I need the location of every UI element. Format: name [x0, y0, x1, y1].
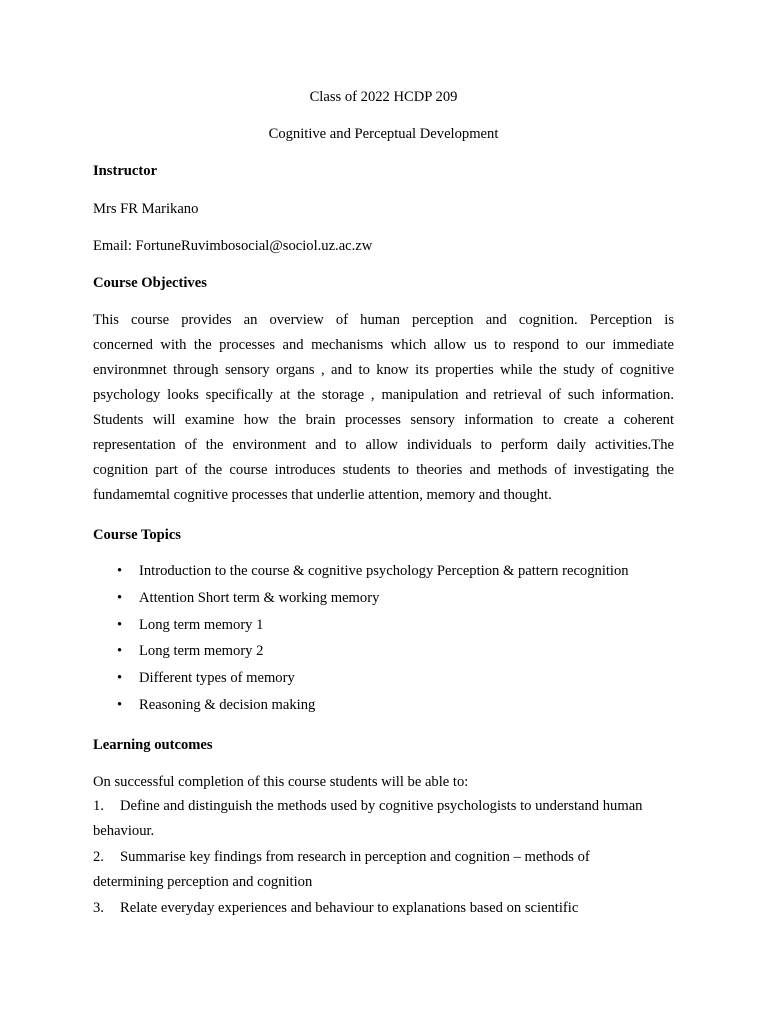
- outcome-text: Summarise key findings from research in perception and cognition – methods of: [120, 849, 590, 865]
- list-item: [93, 616, 693, 643]
- topic-text: Long term memory 1: [139, 616, 264, 633]
- topics-heading: Course Topics: [93, 527, 181, 543]
- paragraph-line: This course provides an overview of human perception and cognition. Perception is: [93, 312, 674, 328]
- outcome-item-2: [93, 845, 693, 895]
- document-title: Class of 2022 HCDP 209: [309, 89, 458, 105]
- topic-text: Reasoning & decision making: [139, 696, 316, 713]
- topic-text: Introduction to the course & cognitive psychology Perception & pattern recognition: [139, 563, 629, 579]
- outcome-text: Define and distinguish the methods used by cognitive psychologists to understand human: [120, 798, 643, 814]
- paragraph-line: fundamemtal cognitive processes that underlie attention, memory and thought.: [93, 487, 552, 503]
- outcomes-intro: On successful completion of this course students will be able to:: [93, 774, 469, 790]
- paragraph-line: cognition part of the course introduces students to theories and methods of investigating the: [93, 462, 674, 478]
- objectives-heading: Course Objectives: [93, 275, 207, 291]
- bullet-icon: •: [117, 670, 123, 687]
- list-item: [93, 669, 693, 696]
- list-item: [93, 589, 693, 616]
- bullet-icon: •: [117, 563, 123, 579]
- list-item: [93, 562, 693, 589]
- list-item: [93, 696, 693, 723]
- bullet-icon: •: [117, 696, 123, 713]
- topic-text: Long term memory 2: [139, 643, 264, 660]
- objectives-paragraph: [93, 308, 674, 508]
- outcome-text-continued: determining perception and cognition: [93, 874, 313, 890]
- bullet-icon: •: [117, 643, 123, 660]
- outcome-number: 2.: [93, 849, 104, 865]
- bullet-icon: •: [117, 589, 123, 606]
- paragraph-line: environmnet through sensory organs , and to know its properties while the study of cognitive: [93, 362, 674, 378]
- outcome-text: Relate everyday experiences and behaviour to explanations based on scientific: [120, 900, 579, 916]
- paragraph-line: representation of the environment and to allow individuals to perform daily activities.The: [93, 437, 674, 453]
- outcome-item-3: [93, 896, 693, 921]
- topic-text: Different types of memory: [139, 670, 295, 687]
- outcome-item-1: [93, 794, 693, 844]
- instructor-email: Email: FortuneRuvimbosocial@sociol.uz.ac.zw: [93, 238, 373, 254]
- paragraph-line: concerned with the processes and mechanisms which allow us to respond to our immediate: [93, 337, 674, 353]
- instructor-heading: Instructor: [93, 163, 158, 179]
- paragraph-line: psychology looks specifically at the storage , manipulation and retrieval of such information.: [93, 387, 674, 403]
- list-item: [93, 642, 693, 669]
- outcome-number: 3.: [93, 900, 104, 916]
- topics-list: [93, 562, 693, 723]
- topic-text: Attention Short term & working memory: [139, 589, 380, 606]
- document-subtitle: Cognitive and Perceptual Development: [268, 126, 499, 142]
- instructor-name: Mrs FR Marikano: [93, 201, 199, 217]
- bullet-icon: •: [117, 616, 123, 633]
- paragraph-line: Students will examine how the brain processes sensory information to create a coherent: [93, 412, 674, 428]
- outcome-text-continued: behaviour.: [93, 823, 155, 839]
- outcomes-heading: Learning outcomes: [93, 737, 213, 753]
- outcome-number: 1.: [93, 798, 104, 814]
